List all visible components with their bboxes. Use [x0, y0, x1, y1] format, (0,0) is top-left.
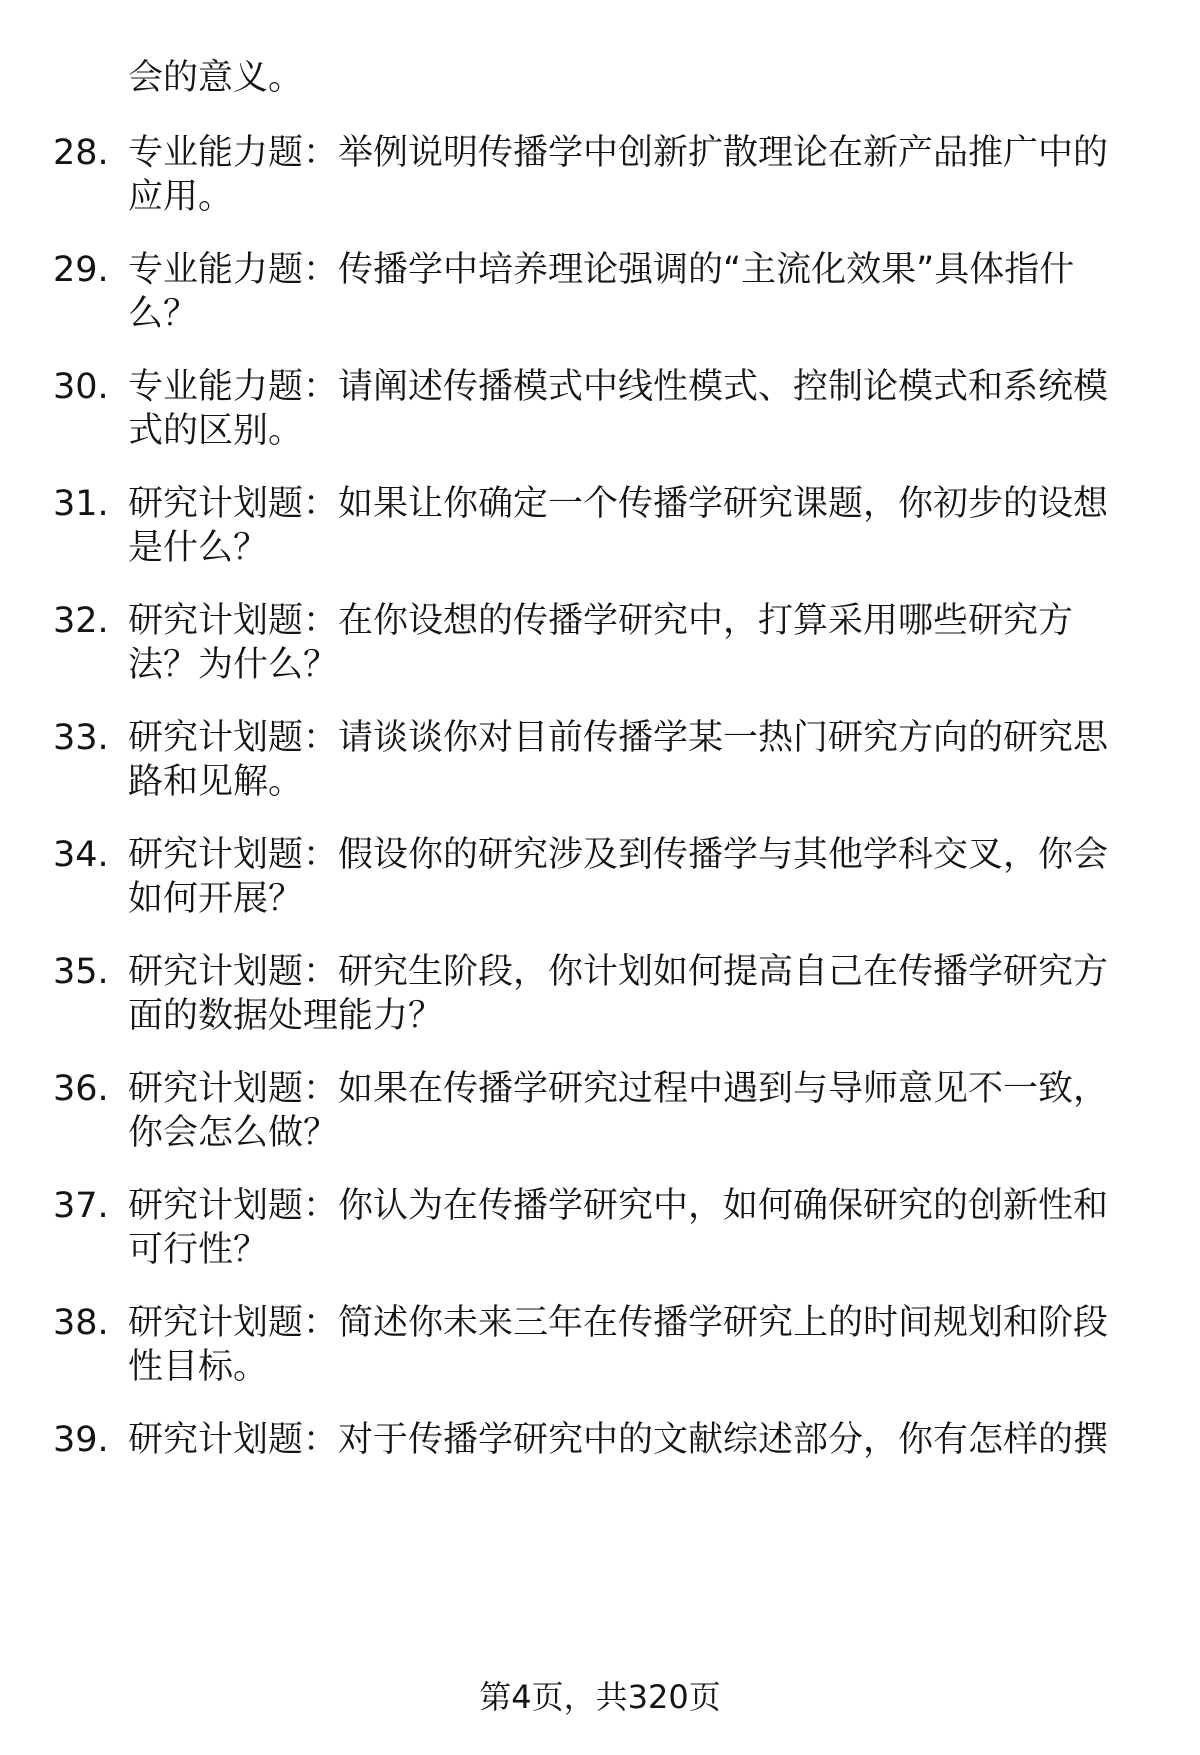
question-number: 35.	[53, 952, 109, 992]
page-number-label: 第4页，共320页	[479, 1678, 721, 1716]
question-number: 29.	[53, 250, 109, 290]
question-text-line-1: 专业能力题：传播学中培养理论强调的“主流化效果”具体指什	[128, 250, 1075, 290]
question-text-line-1: 专业能力题：举例说明传播学中创新扩散理论在新产品推广中的	[128, 133, 1109, 173]
question-text-line-2: 如何开展？	[128, 879, 304, 919]
question-text-line-1: 研究计划题：如果在传播学研究过程中遇到与导师意见不一致，	[128, 1069, 1109, 1109]
page-footer	[0, 1677, 1200, 1717]
question-text-line-2: 法？为什么？	[128, 645, 339, 685]
question-text-line-2: 是什么？	[128, 528, 269, 568]
question-text-line-1: 专业能力题：请阐述传播模式中线性模式、控制论模式和系统模	[128, 367, 1109, 407]
question-number: 30.	[53, 367, 109, 407]
question-number: 38.	[53, 1303, 109, 1343]
question-text-line-1: 研究计划题：假设你的研究涉及到传播学与其他学科交叉，你会	[128, 835, 1109, 875]
question-text-line-2: 应用。	[128, 177, 234, 217]
question-number: 37.	[53, 1186, 109, 1226]
question-text-line-2: 面的数据处理能力？	[128, 996, 444, 1036]
question-text-line-1: 研究计划题：对于传播学研究中的文献综述部分，你有怎样的撰	[128, 1420, 1109, 1460]
question-text-line-1: 研究计划题：请谈谈你对目前传播学某一热门研究方向的研究思	[128, 718, 1109, 758]
question-number: 36.	[53, 1069, 109, 1109]
question-text-line-1: 研究计划题：在你设想的传播学研究中，打算采用哪些研究方	[128, 601, 1074, 641]
question-text-line-2: 你会怎么做？	[128, 1113, 339, 1153]
question-text-line-1: 研究计划题：研究生阶段，你计划如何提高自己在传播学研究方	[128, 952, 1109, 992]
question-text-line-2: 可行性？	[128, 1230, 269, 1270]
question-number: 31.	[53, 484, 109, 524]
question-text-line-1: 研究计划题：简述你未来三年在传播学研究上的时间规划和阶段	[128, 1303, 1109, 1343]
question-number: 33.	[53, 718, 109, 758]
question-text-line-2: 么？	[128, 294, 199, 334]
continuation-text: 会的意义。	[128, 58, 304, 98]
question-text-line-2: 路和见解。	[128, 762, 304, 802]
question-text-line-2: 式的区别。	[128, 411, 304, 451]
question-text-line-1: 研究计划题：如果让你确定一个传播学研究课题，你初步的设想	[128, 484, 1109, 524]
question-number: 34.	[53, 835, 109, 875]
question-text-line-2: 性目标。	[128, 1347, 269, 1387]
question-number: 32.	[53, 601, 109, 641]
question-number: 39.	[53, 1420, 109, 1460]
question-text-line-1: 研究计划题：你认为在传播学研究中，如何确保研究的创新性和	[128, 1186, 1109, 1226]
question-number: 28.	[53, 133, 109, 173]
